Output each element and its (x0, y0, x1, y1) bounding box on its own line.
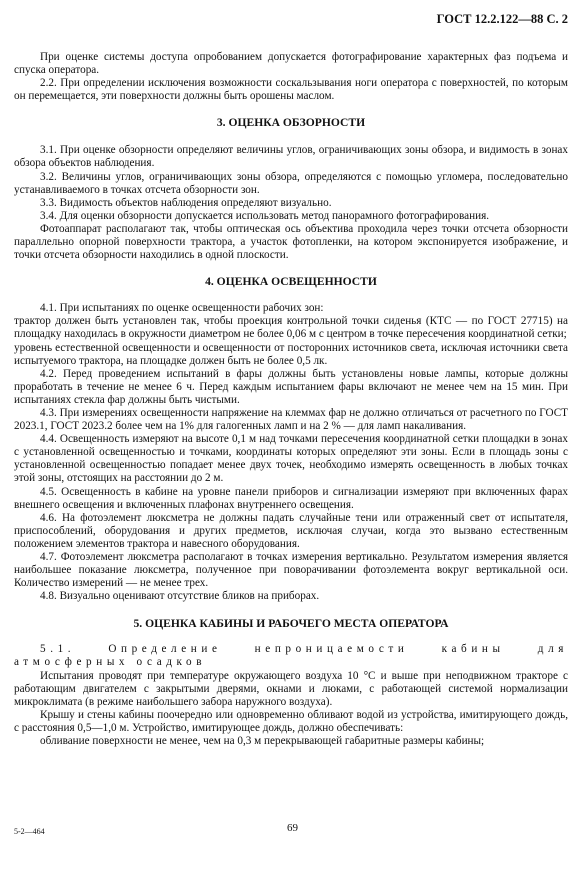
paragraph: 3.4. Для оценки обзорности допускается использовать метод панорамного фотографирования. (40, 209, 490, 222)
paragraph: 4.7. Фотоэлемент люксметра располагают в точках измерения вертикально. Результатом измерения является наибольшее показание люксметра, полученное при поворачивании фотоэлемента вокруг вертикальной оси. Количество измерений — не менее трех. (14, 551, 568, 590)
paragraph: 4.6. На фотоэлемент люксметра не должны падать случайные тени или отраженный свет от испытателя, приспособлений, оборудования и других предметов, исключая случаи, когда это вызвано естественным положением элементов трактора и навесного оборудования. (14, 511, 568, 550)
section-heading: 5. ОЦЕНКА КАБИНЫ И РАБОЧЕГО МЕСТА ОПЕРАТОРА (133, 617, 449, 631)
page-header-standard: ГОСТ 12.2.122—88 С. 2 (436, 12, 568, 26)
paragraph: 3.3. Видимость объектов наблюдения определяют визуально. (40, 196, 332, 209)
section-heading: 3. ОЦЕНКА ОБЗОРНОСТИ (216, 116, 366, 130)
footer-print-code: 5-2—464 (14, 827, 45, 836)
paragraph: обливание поверхности не менее, чем на 0,3 м перекрывающей габаритные размеры кабины; (40, 735, 485, 748)
paragraph: Крышу и стены кабины поочередно или одновременно обливают водой из устройства, имитирующего дождь, с расстояния 0,5—1,0 м. Устройство, имитирующее дождь, должно обеспечивать: (14, 708, 568, 734)
paragraph: 3.2. Величины углов, ограничивающих зоны обзора, определяются с помощью угломера, последовательно устанавливаемого в точках отсчета обзорности зон. (14, 170, 568, 196)
paragraph: 4.4. Освещенность измеряют на высоте 0,1 м над точками пересечения координатной сетки площадки в зонах с установленной освещенностью и точками, координаты которых определяют эти зоны. Если в площадь зоны с установленной освещенностью попадает менее двух точек, необходимо измерять освещенность в любых точках этой зоны, отстоящих на расстоянии до 2 м. (14, 433, 568, 485)
paragraph: трактор должен быть установлен так, чтобы проекция контрольной точки сиденья (КТС — по ГОСТ 27715) на площадку находилась в окружности диаметром не более 0,06 м с центром в точке пересечения координатной сетки; (14, 315, 568, 341)
paragraph: 4.2. Перед проведением испытаний в фары должны быть установлены новые лампы, которые должны проработать в течение не менее 6 ч. Перед каждым испытанием фары включают не менее чем на 15 мин. При испытаниях стекла фар должны быть чистыми. (14, 367, 568, 406)
paragraph: 4.8. Визуально оценивают отсутствие бликов на приборах. (40, 590, 320, 603)
paragraph: 4.1. При испытаниях по оценке освещенности рабочих зон: (40, 302, 324, 315)
paragraph: Фотоаппарат располагают так, чтобы оптическая ось объектива проходила через точки отсчета обзорности параллельно опорной поверхности трактора, а участок фотопленки, на котором экспонируется изображение, и точки отсчета обзорности находились в одной плоскости. (14, 222, 568, 262)
paragraph: 4.5. Освещенность в кабине на уровне панели приборов и сигнализации измеряют при включенных фарах внешнего освещения и включенных плафонах внутреннего освещения. (14, 485, 568, 511)
paragraph: При оценке системы доступа опробованием допускается фотографирование характерных фаз подъема и спуска оператора. (14, 51, 568, 77)
paragraph: 3.1. При оценке обзорности определяют величины углов, ограничивающих зоны обзора, и видимость в зонах обзора объектов наблюдения. (14, 144, 568, 170)
paragraph: Испытания проводят при температуре окружающего воздуха 10 °С и выше при неподвижном тракторе с работающим двигателем с закрытыми дверями, окнами и люками, с работающей системой нормализации микроклимата (в режиме наибольшего забора наружного воздуха). (14, 669, 568, 708)
paragraph: уровень естественной освещенности и освещенности от посторонних источников света, исключая источники света испытуемого трактора, на площадке должен быть не более 0,5 лк. (14, 341, 568, 367)
page-number: 69 (287, 822, 298, 834)
subsection-heading: 5.1. Определение непроницаемости кабины для атмосферных осадков (14, 643, 568, 669)
paragraph: 2.2. При определении исключения возможности соскальзывания ноги оператора с поверхностей, по которым он перемещается, эти поверхности должны быть орошены маслом. (14, 77, 568, 103)
section-heading: 4. ОЦЕНКА ОСВЕЩЕННОСТИ (205, 275, 377, 289)
paragraph: 4.3. При измерениях освещенности напряжение на клеммах фар не должно отличаться от расчетного по ГОСТ 2023.1, ГОСТ 2023.2 более чем на 1% для галогенных ламп и на 2 % — для ламп накаливания. (14, 406, 568, 433)
document-body (14, 51, 568, 748)
